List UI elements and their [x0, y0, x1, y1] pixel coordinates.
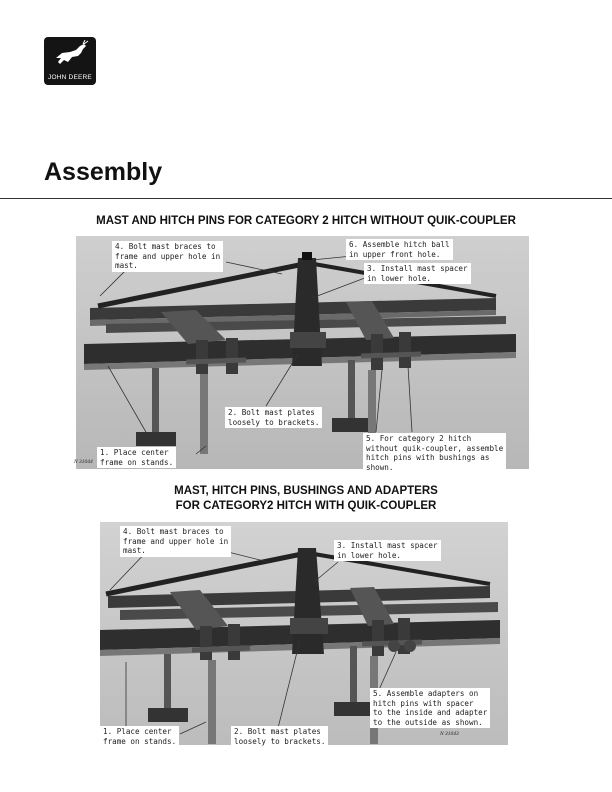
section1-title: MAST AND HITCH PINS FOR CATEGORY 2 HITCH WITHOUT QUIK-COUPLER: [96, 215, 516, 227]
section2-callout-1: 1. Place center frame on stands.: [100, 726, 179, 747]
section1-callout-6: 6. Assemble hitch ball in upper front hole.: [346, 239, 453, 260]
title-rule: [0, 198, 612, 199]
section2-neg-number: N 31043: [440, 731, 459, 737]
section1-callout-1: 1. Place center frame on stands.: [97, 447, 176, 468]
section2-callout-4: 4. Bolt mast braces to frame and upper hole in mast.: [120, 526, 231, 557]
section1-callout-5: 5. For category 2 hitch without quik-coupler, assemble hitch pins with bushings as shown.: [363, 433, 506, 473]
section1-callout-3: 3. Install mast spacer in lower hole.: [364, 263, 471, 284]
section1-callout-4: 4. Bolt mast braces to frame and upper hole in mast.: [112, 241, 223, 272]
john-deere-logo: [44, 37, 96, 85]
page-title: Assembly: [44, 158, 163, 186]
section2-title-line1: MAST, HITCH PINS, BUSHINGS AND ADAPTERS: [174, 485, 438, 497]
section2-callout-5: 5. Assemble adapters on hitch pins with spacer to the inside and adapter to the outside as shown.: [370, 688, 490, 728]
deer-icon: [48, 40, 92, 70]
section2-photo: [100, 522, 508, 745]
section1-callout-2: 2. Bolt mast plates loosely to brackets.: [225, 407, 322, 428]
logo-text: JOHN DEERE: [48, 74, 92, 81]
section2-title: [0, 484, 612, 514]
section2-title-line2: FOR CATEGORY2 HITCH WITH QUIK-COUPLER: [175, 500, 437, 512]
section2-callout-2: 2. Bolt mast plates loosely to brackets.: [231, 726, 328, 747]
section2-callout-3: 3. Install mast spacer in lower hole.: [334, 540, 441, 561]
section1-neg-number: N 31044: [74, 459, 93, 465]
section1-photo: [74, 236, 529, 472]
